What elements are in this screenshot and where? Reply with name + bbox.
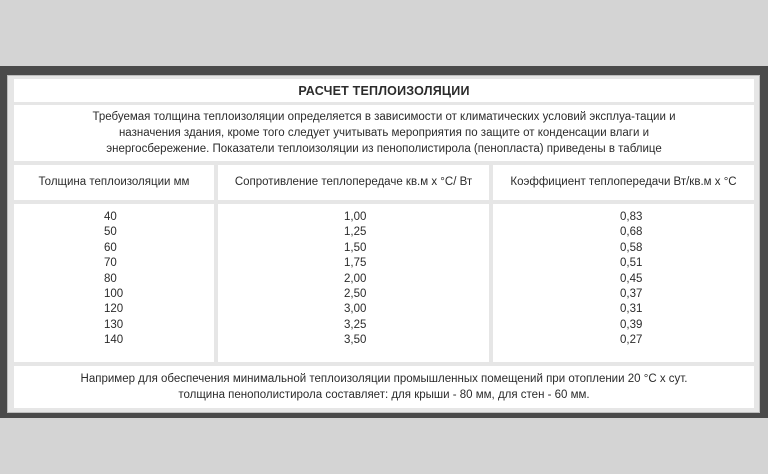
column-thickness — [14, 204, 214, 362]
table-cell-thickness: 70 — [104, 257, 117, 270]
table-cell-resistance: 1,25 — [344, 226, 367, 239]
table-cell-coefficient: 0,27 — [620, 334, 643, 347]
title-text: РАСЧЕТ ТЕПЛОИЗОЛЯЦИИ — [298, 83, 470, 98]
table-cell-coefficient: 0,39 — [620, 318, 643, 331]
header-resistance-label: Сопротивление теплопередаче кв.м х °С/ Вт — [234, 176, 473, 188]
footer-note — [14, 366, 754, 408]
insulation-table-panel — [7, 75, 760, 413]
table-cell-resistance: 2,50 — [344, 287, 367, 300]
column-resistance — [218, 204, 489, 362]
footer-line-2: толщина пенополистирола составляет: для крыши - 80 мм, для стен - 60 мм. — [178, 389, 590, 401]
table-cell-thickness: 140 — [104, 334, 124, 347]
column-coefficient — [493, 204, 754, 362]
table-cell-coefficient: 0,68 — [620, 226, 643, 239]
header-thickness — [14, 165, 214, 200]
table-cell-thickness: 60 — [104, 241, 117, 254]
table-cell-coefficient: 0,58 — [620, 241, 643, 254]
table-cell-resistance: 3,50 — [344, 334, 367, 347]
page-title — [14, 79, 754, 102]
table-cell-coefficient: 0,51 — [620, 257, 643, 270]
header-resistance — [218, 165, 489, 200]
header-thickness-label: Толщина теплоизоляции мм — [38, 176, 190, 188]
header-coefficient-label: Коэффициент теплопередачи Вт/кв.м х °С — [510, 176, 737, 188]
table-cell-resistance: 2,00 — [344, 272, 367, 285]
table-cell-thickness: 130 — [104, 318, 124, 331]
table-cell-coefficient: 0,31 — [620, 303, 643, 316]
table-cell-thickness: 50 — [104, 226, 117, 239]
table-cell-thickness: 40 — [104, 211, 117, 223]
table-cell-coefficient: 0,37 — [620, 287, 643, 300]
table-cell-resistance: 3,25 — [344, 318, 367, 331]
table-cell-resistance: 1,00 — [344, 211, 367, 223]
header-coefficient — [493, 165, 754, 200]
table-cell-resistance: 1,50 — [344, 241, 367, 254]
table-cell-resistance: 1,75 — [344, 257, 367, 270]
table-cell-thickness: 100 — [104, 287, 124, 300]
table-cell-coefficient: 0,45 — [620, 272, 643, 285]
table-cell-coefficient: 0,83 — [620, 211, 643, 223]
table-cell-resistance: 3,00 — [344, 303, 367, 316]
intro-line-1: Требуемая толщина теплоизоляции определяется в зависимости от климатических условий эксплуа-тации и — [92, 111, 676, 123]
intro-paragraph — [14, 105, 754, 161]
table-cell-thickness: 120 — [104, 303, 124, 316]
intro-line-2: назначения здания, кроме того следует учитывать мероприятия по защите от конденсации влаги и — [118, 127, 650, 139]
table-cell-thickness: 80 — [104, 272, 117, 285]
footer-line-1: Например для обеспечения минимальной теплоизоляции промышленных помещений при отоплении 20 °С х сут. — [80, 373, 688, 385]
intro-line-3: энергосбережение. Показатели теплоизоляции из пенополистирола (пенопласта) приведены в таблице — [106, 143, 662, 155]
